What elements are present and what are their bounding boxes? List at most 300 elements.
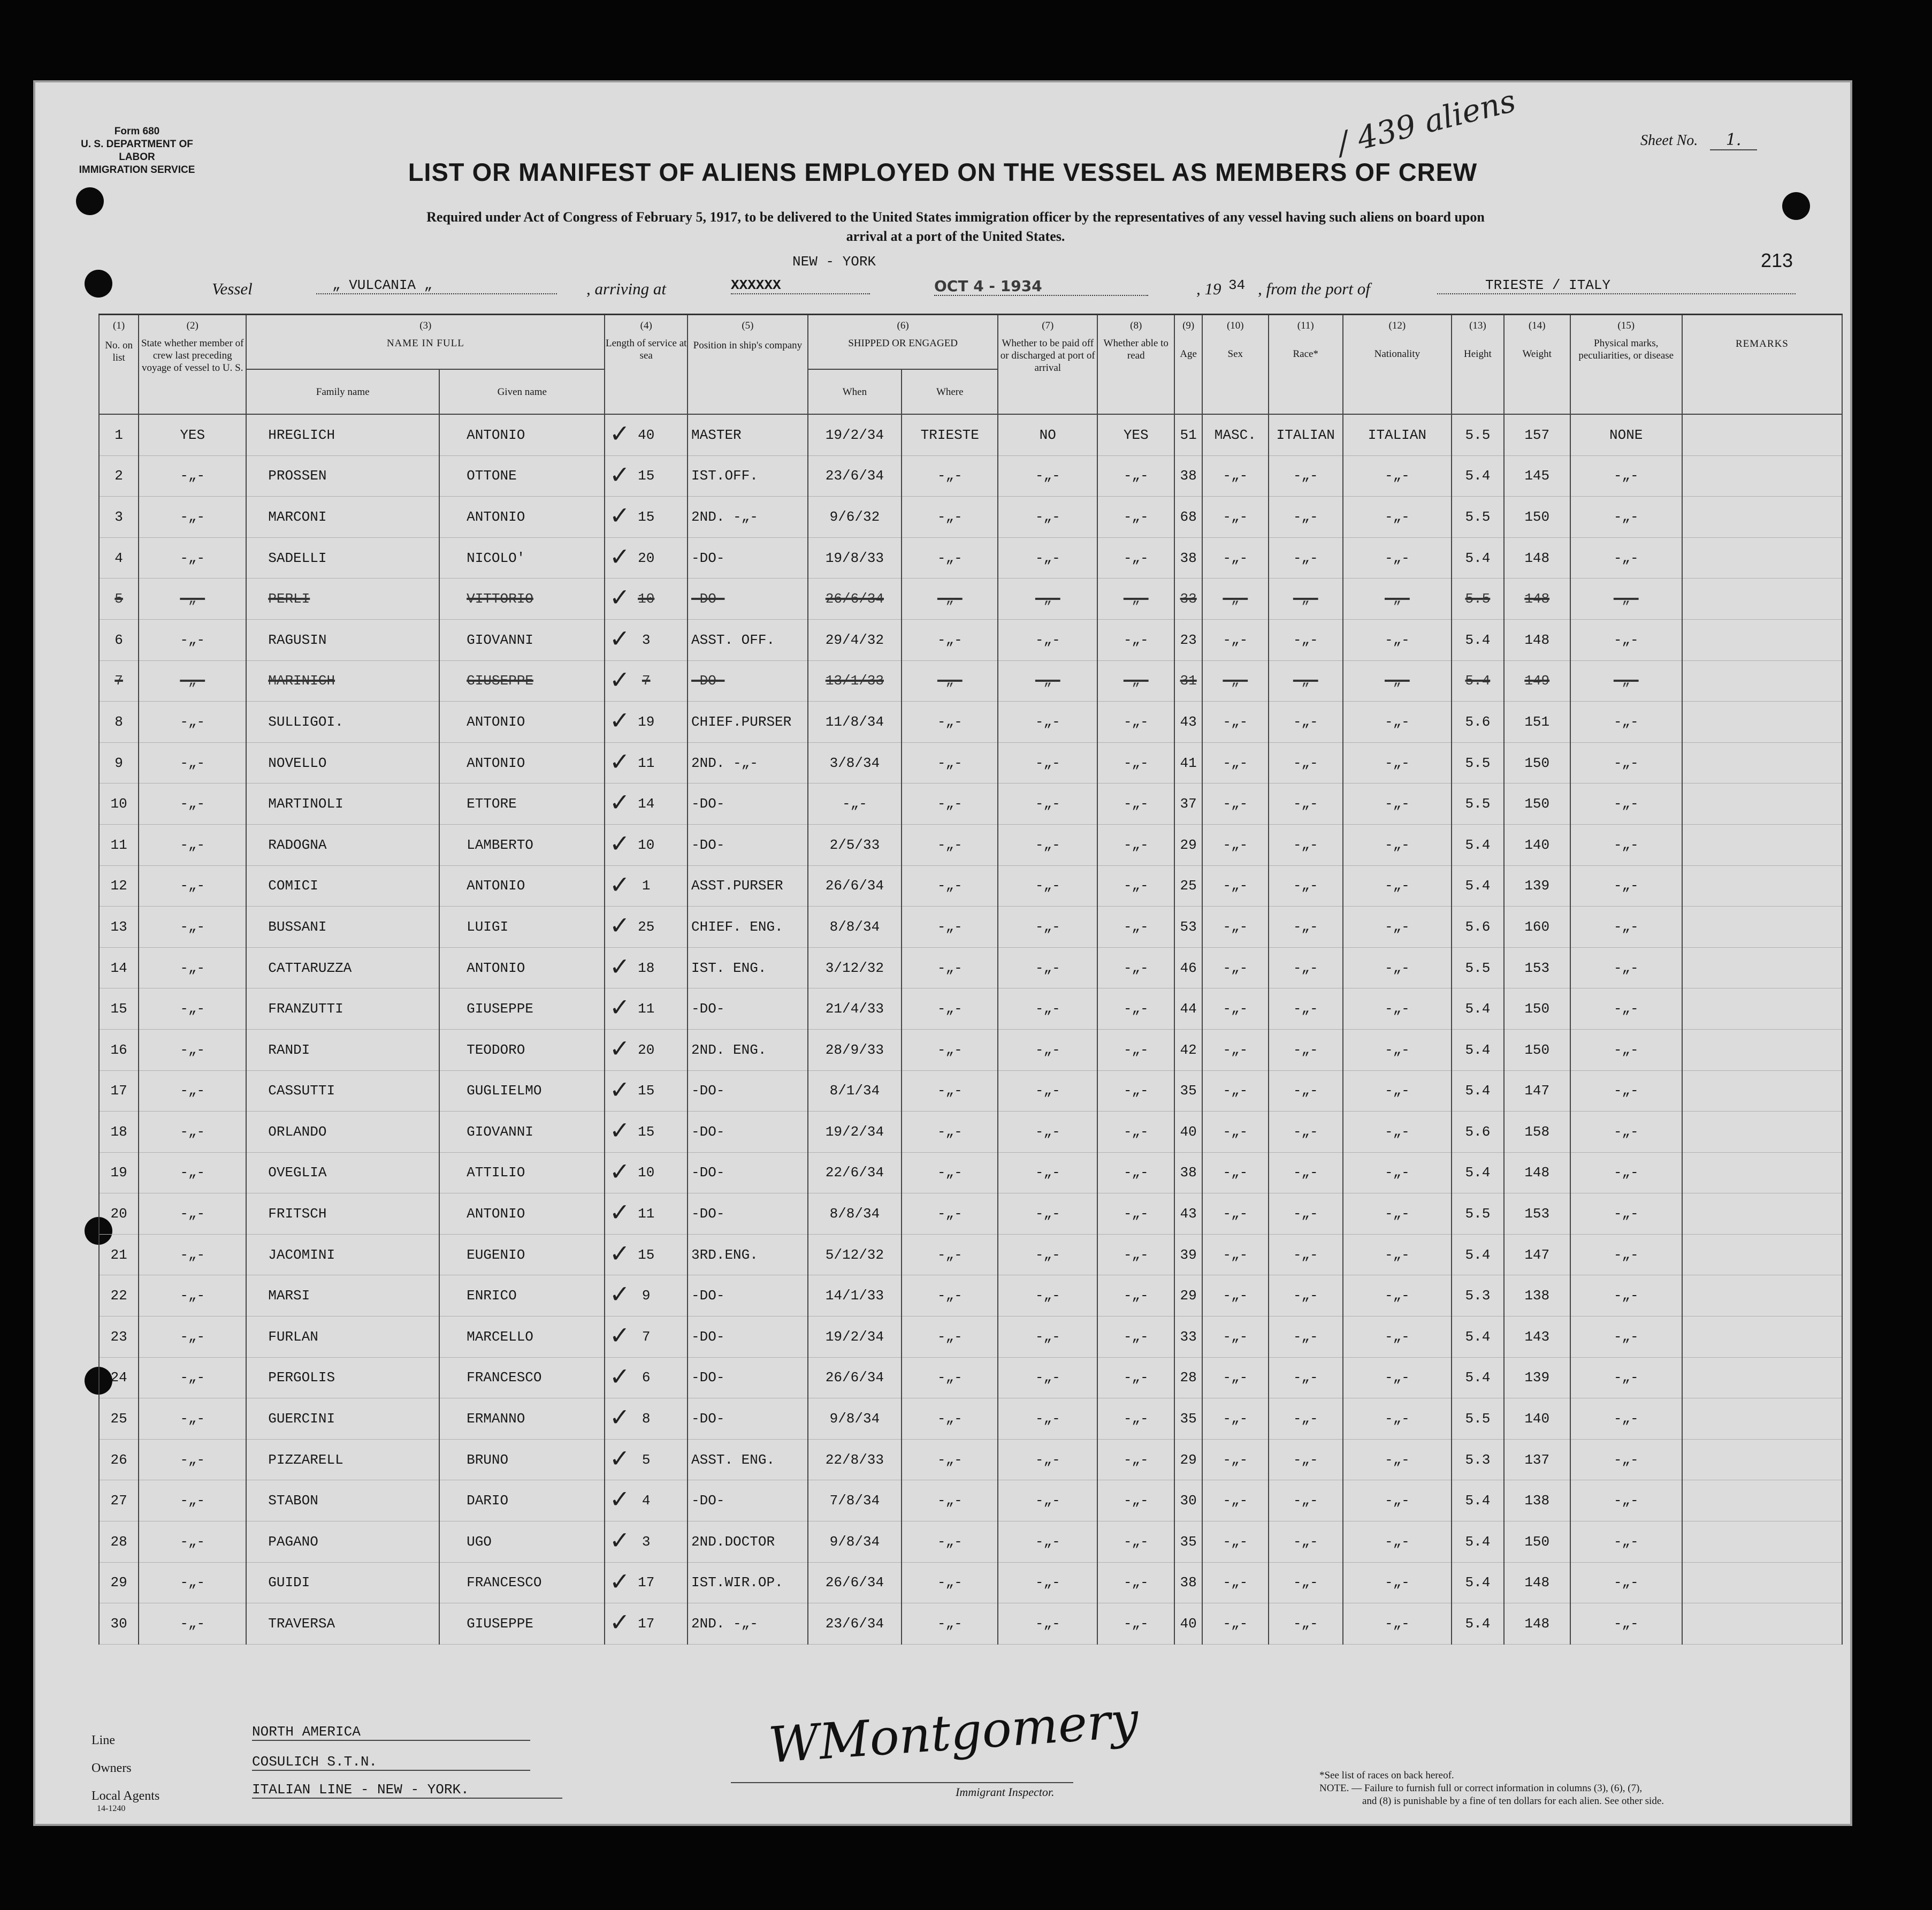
cell-service-length: 18 (605, 947, 688, 988)
cell-height: 5.4 (1452, 1521, 1504, 1563)
cell-sex: -„- (1202, 1603, 1269, 1645)
cell-remarks (1682, 1112, 1842, 1153)
table-row (99, 783, 1842, 825)
punch-hole (1782, 192, 1810, 220)
cell-paid-off: -„- (998, 1357, 1097, 1398)
cell-physical-marks: NONE (1570, 414, 1682, 455)
cell-age: 29 (1174, 1275, 1202, 1317)
service-name: IMMIGRATION SERVICE (79, 164, 195, 176)
table-row (99, 947, 1842, 988)
col-header-race: (11) Race* (1269, 315, 1343, 415)
cell-family-name: OVEGLIA (246, 1152, 439, 1193)
cell-remarks (1682, 1562, 1842, 1603)
cell-row-number: 16 (99, 1029, 139, 1070)
cell-shipped-when: 8/1/34 (808, 1070, 902, 1112)
cell-given-name: GIOVANNI (439, 619, 605, 660)
cell-previous-voyage: -„- (139, 1562, 246, 1603)
cell-shipped-when: 3/12/32 (808, 947, 902, 988)
cell-sex: -„- (1202, 865, 1269, 907)
check-mark-icon: ✓ (609, 1034, 630, 1063)
cell-sex: -„- (1202, 1562, 1269, 1603)
cell-shipped-where: -„- (902, 497, 998, 538)
cell-remarks (1682, 988, 1842, 1030)
cell-shipped-where: -„- (902, 988, 998, 1030)
cell-height: 5.4 (1452, 1480, 1504, 1521)
cell-position: -DO- (688, 1112, 808, 1153)
cell-able-to-read: -„- (1097, 1603, 1174, 1645)
cell-position: -DO- (688, 824, 808, 865)
cell-shipped-where: -„- (902, 1152, 998, 1193)
cell-family-name: PERLI (246, 579, 439, 620)
cell-position: -DO- (688, 1193, 808, 1235)
owners-value: COSULICH S.T.N. (252, 1754, 530, 1771)
cell-physical-marks: -„- (1570, 1234, 1682, 1275)
cell-age: 35 (1174, 1521, 1202, 1563)
cell-remarks (1682, 1193, 1842, 1235)
cell-race: -„- (1269, 497, 1343, 538)
cell-paid-off: -„- (998, 1029, 1097, 1070)
cell-given-name: BRUNO (439, 1439, 605, 1480)
table-row (99, 1562, 1842, 1603)
cell-family-name: SADELLI (246, 537, 439, 579)
cell-shipped-where: -„- (902, 1357, 998, 1398)
cell-given-name: ANTONIO (439, 742, 605, 783)
cell-physical-marks: -„- (1570, 1480, 1682, 1521)
cell-shipped-when: 11/8/34 (808, 702, 902, 743)
cell-remarks (1682, 1439, 1842, 1480)
cell-nationality: -„- (1343, 1029, 1452, 1070)
cell-paid-off: -„- (998, 865, 1097, 907)
cell-previous-voyage: -„- (139, 660, 246, 702)
cell-sex: -„- (1202, 907, 1269, 948)
check-mark-icon: ✓ (609, 706, 630, 735)
cell-paid-off: -„- (998, 1439, 1097, 1480)
sheet-number: 1. (1710, 131, 1758, 150)
cell-position: 2ND. -„- (688, 1603, 808, 1645)
table-row (99, 1275, 1842, 1317)
cell-weight: 143 (1504, 1317, 1570, 1358)
cell-weight: 147 (1504, 1234, 1570, 1275)
cell-remarks (1682, 783, 1842, 825)
cell-row-number: 8 (99, 702, 139, 743)
cell-paid-off: -„- (998, 907, 1097, 948)
cell-age: 68 (1174, 497, 1202, 538)
cell-physical-marks: -„- (1570, 1357, 1682, 1398)
cell-shipped-when: 7/8/34 (808, 1480, 902, 1521)
cell-height: 5.4 (1452, 1234, 1504, 1275)
cell-position: -DO- (688, 1152, 808, 1193)
cell-age: 33 (1174, 1317, 1202, 1358)
cell-shipped-when: 19/2/34 (808, 414, 902, 455)
cell-sex: -„- (1202, 947, 1269, 988)
cell-remarks (1682, 455, 1842, 497)
cell-age: 31 (1174, 660, 1202, 702)
cell-given-name: GIUSEPPE (439, 660, 605, 702)
cell-height: 5.4 (1452, 824, 1504, 865)
cell-position: 2ND.DOCTOR (688, 1521, 808, 1563)
line-value: NORTH AMERICA (252, 1724, 530, 1741)
cell-row-number: 4 (99, 537, 139, 579)
cell-shipped-when: 19/2/34 (808, 1112, 902, 1153)
cell-height: 5.5 (1452, 1398, 1504, 1440)
cell-previous-voyage: -„- (139, 865, 246, 907)
cell-age: 42 (1174, 1029, 1202, 1070)
cell-row-number: 25 (99, 1398, 139, 1440)
cell-age: 39 (1174, 1234, 1202, 1275)
cell-able-to-read: -„- (1097, 455, 1174, 497)
requirement-line-1: Required under Act of Congress of February 5, 1917, to be delivered to the United States immigration officer by the representatives of any vessel having such aliens on board upon (426, 209, 1485, 225)
cell-shipped-when: 21/4/33 (808, 988, 902, 1030)
cell-service-length: 9 (605, 1275, 688, 1317)
cell-weight: 148 (1504, 1152, 1570, 1193)
cell-age: 35 (1174, 1398, 1202, 1440)
cell-previous-voyage: -„- (139, 742, 246, 783)
cell-race: -„- (1269, 1234, 1343, 1275)
cell-row-number: 5 (99, 579, 139, 620)
cell-race: -„- (1269, 1521, 1343, 1563)
cell-remarks (1682, 1357, 1842, 1398)
cell-weight: 157 (1504, 414, 1570, 455)
cell-family-name: CASSUTTI (246, 1070, 439, 1112)
cell-service-length: 25 (605, 907, 688, 948)
cell-shipped-when: 26/6/34 (808, 865, 902, 907)
cell-physical-marks: -„- (1570, 1398, 1682, 1440)
cell-shipped-when: 9/8/34 (808, 1521, 902, 1563)
check-mark-icon: ✓ (609, 952, 630, 981)
table-row (99, 1603, 1842, 1645)
cell-nationality: -„- (1343, 1152, 1452, 1193)
cell-previous-voyage: -„- (139, 1029, 246, 1070)
cell-shipped-when: 5/12/32 (808, 1234, 902, 1275)
cell-previous-voyage: -„- (139, 783, 246, 825)
cell-shipped-when: 9/6/32 (808, 497, 902, 538)
sheet-number-block (1640, 131, 1822, 149)
cell-age: 28 (1174, 1357, 1202, 1398)
cell-service-length: 20 (605, 1029, 688, 1070)
check-mark-icon: ✓ (609, 460, 630, 489)
cell-able-to-read: -„- (1097, 497, 1174, 538)
cell-able-to-read: -„- (1097, 660, 1174, 702)
cell-service-length: 17 (605, 1603, 688, 1645)
cell-previous-voyage: YES (139, 414, 246, 455)
table-row (99, 907, 1842, 948)
cell-row-number: 17 (99, 1070, 139, 1112)
cell-previous-voyage: -„- (139, 1070, 246, 1112)
cell-race: -„- (1269, 1275, 1343, 1317)
cell-weight: 160 (1504, 907, 1570, 948)
cell-shipped-when: 22/6/34 (808, 1152, 902, 1193)
cell-row-number: 15 (99, 988, 139, 1030)
cell-paid-off: -„- (998, 988, 1097, 1030)
cell-race: -„- (1269, 783, 1343, 825)
cell-nationality: -„- (1343, 1275, 1452, 1317)
cell-age: 41 (1174, 742, 1202, 783)
cell-service-length: 11 (605, 1193, 688, 1235)
cell-physical-marks: -„- (1570, 1317, 1682, 1358)
cell-height: 5.4 (1452, 619, 1504, 660)
cell-able-to-read: -„- (1097, 1112, 1174, 1153)
cell-family-name: FRITSCH (246, 1193, 439, 1235)
cell-nationality: -„- (1343, 702, 1452, 743)
check-mark-icon: ✓ (609, 747, 630, 776)
cell-sex: -„- (1202, 742, 1269, 783)
cell-row-number: 11 (99, 824, 139, 865)
check-mark-icon: ✓ (609, 1239, 630, 1268)
cell-sex: -„- (1202, 1275, 1269, 1317)
cell-sex: -„- (1202, 537, 1269, 579)
table-row (99, 1193, 1842, 1235)
cell-height: 5.5 (1452, 742, 1504, 783)
check-mark-icon: ✓ (609, 1157, 630, 1186)
cell-given-name: ERMANNO (439, 1398, 605, 1440)
table-row (99, 579, 1842, 620)
cell-paid-off: -„- (998, 1562, 1097, 1603)
cell-position: 2ND. ENG. (688, 1029, 808, 1070)
cell-family-name: GUIDI (246, 1562, 439, 1603)
cell-shipped-when: 26/6/34 (808, 1562, 902, 1603)
manifest-rows (99, 414, 1842, 1644)
cell-shipped-where: -„- (902, 1193, 998, 1235)
department-name: U. S. DEPARTMENT OF LABOR (81, 139, 193, 163)
cell-paid-off: -„- (998, 1193, 1097, 1235)
cell-previous-voyage: -„- (139, 497, 246, 538)
cell-age: 53 (1174, 907, 1202, 948)
cell-able-to-read: -„- (1097, 824, 1174, 865)
cell-age: 30 (1174, 1480, 1202, 1521)
cell-weight: 148 (1504, 1562, 1570, 1603)
inspector-signature: WMontgomery (767, 1691, 1141, 1775)
cell-family-name: STABON (246, 1480, 439, 1521)
vessel-name: „ VULCANIA „ (316, 277, 557, 294)
cell-able-to-read: -„- (1097, 702, 1174, 743)
cell-remarks (1682, 660, 1842, 702)
cell-family-name: MARCONI (246, 497, 439, 538)
cell-sex: MASC. (1202, 414, 1269, 455)
check-mark-icon: ✓ (609, 1362, 630, 1391)
cell-row-number: 14 (99, 947, 139, 988)
arriving-port-struck: XXXXXX (731, 277, 870, 294)
cell-paid-off: -„- (998, 660, 1097, 702)
cell-shipped-when: -„- (808, 783, 902, 825)
cell-position: IST. ENG. (688, 947, 808, 988)
page-title: LIST OR MANIFEST OF ALIENS EMPLOYED ON THE VESSEL AS MEMBERS OF CREW (408, 158, 1478, 186)
cell-paid-off: -„- (998, 742, 1097, 783)
cell-height: 5.4 (1452, 865, 1504, 907)
cell-remarks (1682, 1029, 1842, 1070)
table-row (99, 1398, 1842, 1440)
cell-sex: -„- (1202, 1398, 1269, 1440)
cell-able-to-read: -„- (1097, 1275, 1174, 1317)
cell-family-name: CATTARUZZA (246, 947, 439, 988)
cell-physical-marks: -„- (1570, 1521, 1682, 1563)
cell-given-name: TEODORO (439, 1029, 605, 1070)
cell-service-length: 15 (605, 455, 688, 497)
cell-family-name: MARTINOLI (246, 783, 439, 825)
cell-remarks (1682, 907, 1842, 948)
cell-position: 2ND. -„- (688, 742, 808, 783)
cell-shipped-where: -„- (902, 1562, 998, 1603)
cell-row-number: 26 (99, 1439, 139, 1480)
cell-height: 5.4 (1452, 1562, 1504, 1603)
crew-manifest-table (98, 314, 1843, 1645)
cell-service-length: 3 (605, 619, 688, 660)
cell-family-name: FURLAN (246, 1317, 439, 1358)
cell-weight: 150 (1504, 742, 1570, 783)
form-code: 14-1240 (97, 1804, 126, 1813)
cell-height: 5.4 (1452, 455, 1504, 497)
sheet-label: Sheet No. (1640, 132, 1698, 149)
cell-remarks (1682, 1070, 1842, 1112)
cell-shipped-where: -„- (902, 455, 998, 497)
cell-weight: 153 (1504, 947, 1570, 988)
cell-nationality: -„- (1343, 907, 1452, 948)
cell-physical-marks: -„- (1570, 455, 1682, 497)
cell-shipped-when: 29/4/32 (808, 619, 902, 660)
cell-race: -„- (1269, 907, 1343, 948)
cell-remarks (1682, 1398, 1842, 1440)
cell-able-to-read: -„- (1097, 1562, 1174, 1603)
cell-nationality: -„- (1343, 1317, 1452, 1358)
cell-shipped-where: -„- (902, 1439, 998, 1480)
cell-race: -„- (1269, 1562, 1343, 1603)
year-label: , 19 (1196, 279, 1221, 298)
table-row (99, 1234, 1842, 1275)
cell-race: -„- (1269, 1317, 1343, 1358)
cell-shipped-when: 22/8/33 (808, 1439, 902, 1480)
cell-given-name: GIOVANNI (439, 1112, 605, 1153)
cell-shipped-where: -„- (902, 1234, 998, 1275)
cell-physical-marks: -„- (1570, 742, 1682, 783)
cell-paid-off: -„- (998, 824, 1097, 865)
cell-able-to-read: -„- (1097, 537, 1174, 579)
cell-age: 44 (1174, 988, 1202, 1030)
cell-given-name: ANTONIO (439, 497, 605, 538)
cell-weight: 140 (1504, 1398, 1570, 1440)
cell-paid-off: -„- (998, 947, 1097, 988)
arriving-port: NEW - YORK (792, 254, 876, 270)
cell-weight: 150 (1504, 783, 1570, 825)
cell-shipped-where: -„- (902, 1603, 998, 1645)
penalty-note-line-2: and (8) is punishable by a fine of ten dollars for each alien. See other side. (1362, 1795, 1664, 1807)
cell-previous-voyage: -„- (139, 1439, 246, 1480)
cell-service-length: 15 (605, 1112, 688, 1153)
punch-hole (85, 270, 112, 298)
cell-weight: 139 (1504, 1357, 1570, 1398)
cell-age: 43 (1174, 702, 1202, 743)
cell-row-number: 29 (99, 1562, 139, 1603)
cell-nationality: -„- (1343, 947, 1452, 988)
table-row (99, 1317, 1842, 1358)
check-mark-icon: ✓ (609, 870, 630, 899)
cell-given-name: DARIO (439, 1480, 605, 1521)
cell-given-name: ANTONIO (439, 865, 605, 907)
cell-sex: -„- (1202, 1193, 1269, 1235)
arriving-label: , arriving at (586, 279, 666, 298)
check-mark-icon: ✓ (609, 1198, 630, 1227)
cell-remarks (1682, 742, 1842, 783)
cell-service-length: 40 (605, 414, 688, 455)
cell-position: ASST. ENG. (688, 1439, 808, 1480)
cell-nationality: -„- (1343, 1357, 1452, 1398)
cell-shipped-where: -„- (902, 1112, 998, 1153)
cell-row-number: 21 (99, 1234, 139, 1275)
cell-physical-marks: -„- (1570, 497, 1682, 538)
check-mark-icon: ✓ (609, 1280, 630, 1308)
col-header-sex: (10) Sex (1202, 315, 1269, 415)
cell-race: -„- (1269, 537, 1343, 579)
cell-physical-marks: -„- (1570, 1070, 1682, 1112)
cell-position: -DO- (688, 1480, 808, 1521)
cell-paid-off: -„- (998, 1112, 1097, 1153)
cell-service-length: 10 (605, 1152, 688, 1193)
cell-sex: -„- (1202, 1070, 1269, 1112)
cell-race: ITALIAN (1269, 414, 1343, 455)
table-row (99, 1439, 1842, 1480)
cell-shipped-where: -„- (902, 1521, 998, 1563)
cell-nationality: -„- (1343, 1193, 1452, 1235)
col-header-weight: (14) Weight (1504, 315, 1570, 415)
table-row (99, 865, 1842, 907)
cell-family-name: GUERCINI (246, 1398, 439, 1440)
cell-nationality: -„- (1343, 824, 1452, 865)
cell-nationality: -„- (1343, 455, 1452, 497)
cell-able-to-read: -„- (1097, 1317, 1174, 1358)
cell-previous-voyage: -„- (139, 988, 246, 1030)
cell-race: -„- (1269, 742, 1343, 783)
cell-service-length: 17 (605, 1562, 688, 1603)
cell-previous-voyage: -„- (139, 1603, 246, 1645)
cell-able-to-read: -„- (1097, 579, 1174, 620)
cell-service-length: 10 (605, 824, 688, 865)
cell-height: 5.5 (1452, 1193, 1504, 1235)
cell-nationality: -„- (1343, 1398, 1452, 1440)
cell-sex: -„- (1202, 1029, 1269, 1070)
table-row (99, 702, 1842, 743)
cell-given-name: FRANCESCO (439, 1357, 605, 1398)
cell-position: -DO- (688, 1317, 808, 1358)
cell-given-name: FRANCESCO (439, 1562, 605, 1603)
cell-remarks (1682, 537, 1842, 579)
check-mark-icon: ✓ (609, 665, 630, 694)
cell-height: 5.6 (1452, 702, 1504, 743)
cell-race: -„- (1269, 865, 1343, 907)
agents-value: ITALIAN LINE - NEW - YORK. (252, 1782, 562, 1799)
cell-physical-marks: -„- (1570, 1439, 1682, 1480)
check-mark-icon: ✓ (609, 542, 630, 571)
cell-race: -„- (1269, 1439, 1343, 1480)
page-number: 213 (1761, 249, 1793, 271)
cell-row-number: 19 (99, 1152, 139, 1193)
cell-position: MASTER (688, 414, 808, 455)
cell-physical-marks: -„- (1570, 537, 1682, 579)
cell-sex: -„- (1202, 1234, 1269, 1275)
cell-previous-voyage: -„- (139, 824, 246, 865)
cell-row-number: 12 (99, 865, 139, 907)
cell-sex: -„- (1202, 783, 1269, 825)
cell-race: -„- (1269, 660, 1343, 702)
cell-previous-voyage: -„- (139, 455, 246, 497)
cell-family-name: PAGANO (246, 1521, 439, 1563)
cell-height: 5.4 (1452, 537, 1504, 579)
cell-previous-voyage: -„- (139, 579, 246, 620)
cell-race: -„- (1269, 619, 1343, 660)
cell-shipped-where: -„- (902, 783, 998, 825)
cell-family-name: NOVELLO (246, 742, 439, 783)
cell-service-length: 1 (605, 865, 688, 907)
cell-age: 29 (1174, 1439, 1202, 1480)
cell-service-length: 7 (605, 1317, 688, 1358)
table-row (99, 1521, 1842, 1563)
